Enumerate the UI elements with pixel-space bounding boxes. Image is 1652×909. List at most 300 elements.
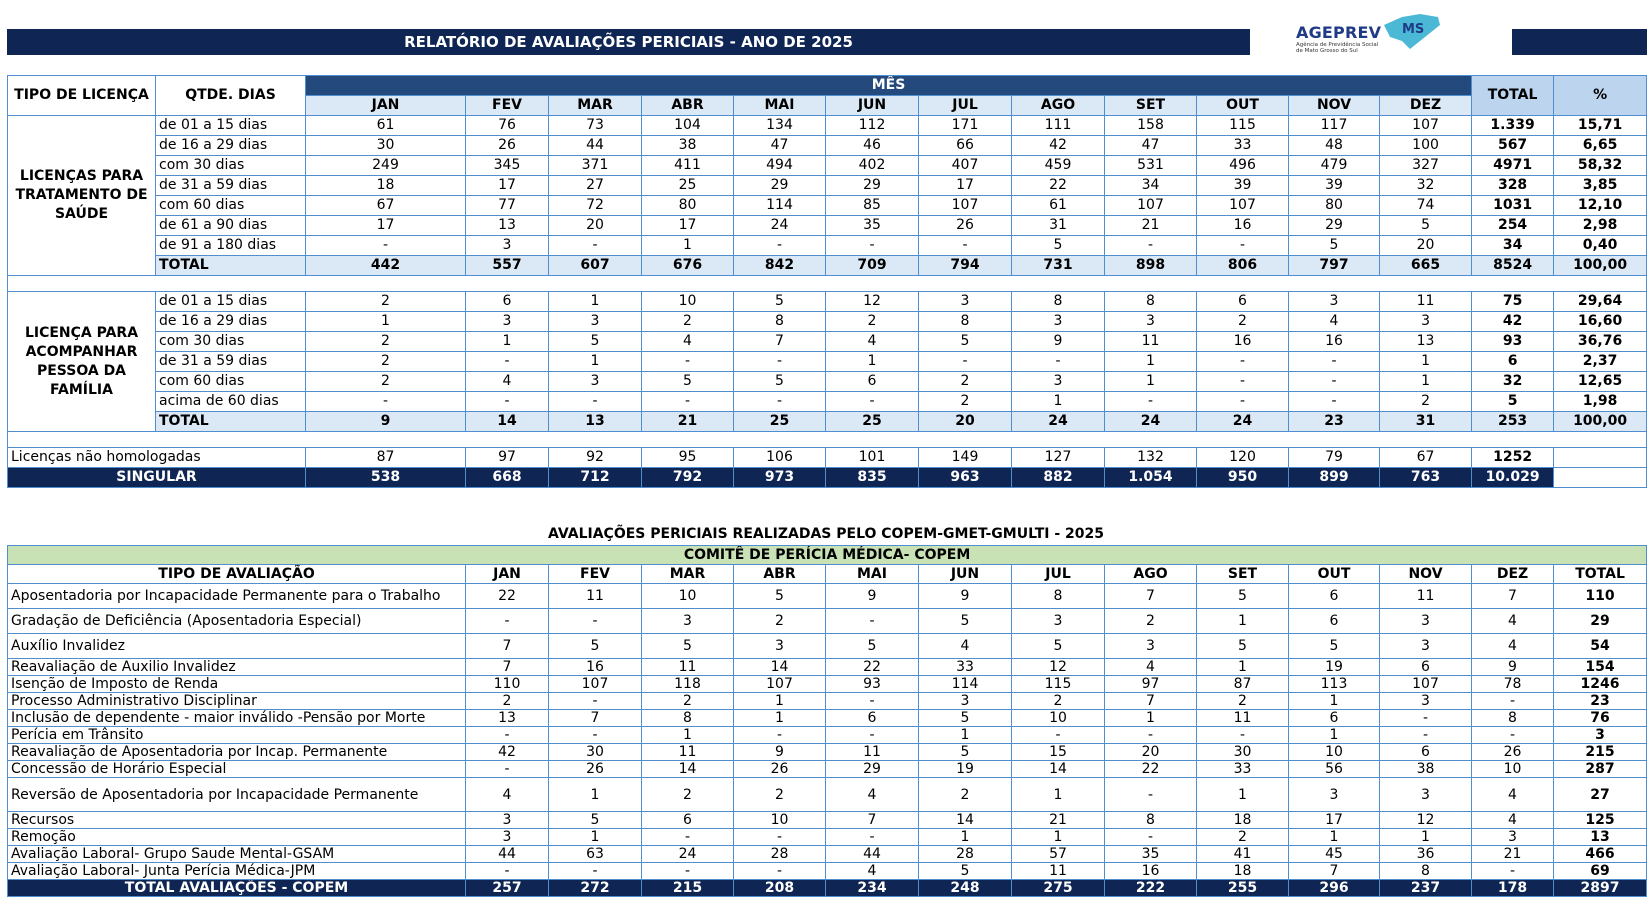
table-row: [8, 761, 1647, 778]
value-cell: -: [549, 392, 642, 412]
value-cell: 5: [1197, 634, 1289, 659]
singular-value: 712: [549, 468, 642, 488]
value-cell: 1: [919, 727, 1012, 744]
table-row: [8, 312, 1647, 332]
value-cell: -: [1289, 372, 1380, 392]
value-cell: 2: [919, 372, 1012, 392]
month-header-jan: JAN: [306, 96, 466, 116]
value-cell: 104: [642, 116, 734, 136]
row-percent: 12,65: [1554, 372, 1647, 392]
total-value: 665: [1380, 256, 1472, 276]
value-cell: 3: [1012, 372, 1105, 392]
total-value: 898: [1105, 256, 1197, 276]
avaliacao-label: Auxílio Invalidez: [8, 634, 466, 659]
value-cell: 249: [306, 156, 466, 176]
value-cell: 67: [1380, 448, 1472, 468]
total-value: 24: [1012, 412, 1105, 432]
value-cell: 8: [734, 312, 826, 332]
header-tipo-avaliacao: TIPO DE AVALIAÇÃO: [8, 565, 466, 584]
row-total: 287: [1554, 761, 1647, 778]
value-cell: 13: [466, 710, 549, 727]
value-cell: 7: [549, 710, 642, 727]
total-value: 222: [1105, 880, 1197, 897]
value-cell: -: [734, 829, 826, 846]
value-cell: 371: [549, 156, 642, 176]
value-cell: 29: [826, 176, 919, 196]
value-cell: 8: [1472, 710, 1554, 727]
table-row: [8, 216, 1647, 236]
value-cell: 26: [919, 216, 1012, 236]
value-cell: 7: [734, 332, 826, 352]
table-row: [8, 236, 1647, 256]
row-label: de 91 a 180 dias: [156, 236, 306, 256]
total-value: 237: [1380, 880, 1472, 897]
value-cell: 85: [826, 196, 919, 216]
value-cell: 5: [919, 744, 1012, 761]
value-cell: 107: [1380, 676, 1472, 693]
value-cell: 30: [1197, 744, 1289, 761]
spacer-cell: [8, 276, 1647, 292]
value-cell: 24: [734, 216, 826, 236]
value-cell: 4: [466, 778, 549, 812]
value-cell: 12: [1012, 659, 1105, 676]
value-cell: 11: [642, 659, 734, 676]
month-header-mar: MAR: [549, 96, 642, 116]
value-cell: 5: [1012, 634, 1105, 659]
empty-cell: [1554, 448, 1647, 468]
value-cell: 1: [1380, 372, 1472, 392]
value-cell: 36: [1380, 846, 1472, 863]
value-cell: -: [1472, 727, 1554, 744]
value-cell: 14: [1012, 761, 1105, 778]
value-cell: 13: [1380, 332, 1472, 352]
total-value: 13: [549, 412, 642, 432]
value-cell: 16: [1289, 332, 1380, 352]
table-row: [8, 727, 1647, 744]
value-cell: 4: [1472, 778, 1554, 812]
value-cell: 5: [1289, 236, 1380, 256]
value-cell: 114: [919, 676, 1012, 693]
value-cell: 1: [1012, 829, 1105, 846]
value-cell: 11: [1197, 710, 1289, 727]
total-value: 178: [1472, 880, 1554, 897]
value-cell: 2: [1197, 693, 1289, 710]
value-cell: 1: [1012, 392, 1105, 412]
table-row: [8, 332, 1647, 352]
value-cell: 30: [549, 744, 642, 761]
month-header-set: SET: [1197, 565, 1289, 584]
value-cell: 101: [826, 448, 919, 468]
total-value: 272: [549, 880, 642, 897]
value-cell: 56: [1289, 761, 1380, 778]
value-cell: 5: [549, 634, 642, 659]
value-cell: 17: [1289, 812, 1380, 829]
value-cell: 402: [826, 156, 919, 176]
section2-title: AVALIAÇÕES PERICIAIS REALIZADAS PELO COPEM-GMET-GMULTI - 2025: [547, 526, 1104, 542]
value-cell: 5: [1197, 584, 1289, 609]
value-cell: 19: [1289, 659, 1380, 676]
value-cell: 20: [1380, 236, 1472, 256]
value-cell: 3: [734, 634, 826, 659]
value-cell: 95: [642, 448, 734, 468]
copem-total-row: [8, 880, 1647, 897]
value-cell: 1: [549, 292, 642, 312]
row-total: 215: [1554, 744, 1647, 761]
value-cell: 73: [549, 116, 642, 136]
value-cell: 6: [826, 372, 919, 392]
value-cell: 1: [1289, 829, 1380, 846]
value-cell: -: [642, 352, 734, 372]
value-cell: 30: [306, 136, 466, 156]
singular-label: SINGULAR: [8, 468, 306, 488]
value-cell: 11: [1012, 863, 1105, 880]
total-value: 842: [734, 256, 826, 276]
table-row: [8, 693, 1647, 710]
total-value: 25: [826, 412, 919, 432]
value-cell: -: [734, 392, 826, 412]
value-cell: 496: [1197, 156, 1289, 176]
value-cell: -: [826, 236, 919, 256]
value-cell: 47: [734, 136, 826, 156]
row-percent: 3,85: [1554, 176, 1647, 196]
value-cell: -: [466, 609, 549, 634]
value-cell: -: [919, 352, 1012, 372]
value-cell: 10: [1012, 710, 1105, 727]
row-total: 76: [1554, 710, 1647, 727]
value-cell: 21: [1472, 846, 1554, 863]
month-header-jun: JUN: [826, 96, 919, 116]
value-cell: 1: [1289, 727, 1380, 744]
value-cell: 2: [1105, 609, 1197, 634]
row-total: 23: [1554, 693, 1647, 710]
value-cell: 3: [1105, 312, 1197, 332]
value-cell: 1: [1380, 829, 1472, 846]
avaliacao-label: Gradação de Deficiência (Aposentadoria Especial): [8, 609, 466, 634]
value-cell: -: [549, 863, 642, 880]
value-cell: 26: [466, 136, 549, 156]
value-cell: 3: [919, 292, 1012, 312]
value-cell: 8: [919, 312, 1012, 332]
total-value: 248: [919, 880, 1012, 897]
value-cell: 9: [1472, 659, 1554, 676]
month-header-jul: JUL: [1012, 565, 1105, 584]
row-total: 328: [1472, 176, 1554, 196]
value-cell: 34: [1105, 176, 1197, 196]
singular-total: 10.029: [1472, 468, 1554, 488]
value-cell: 39: [1289, 176, 1380, 196]
total-value: 215: [642, 880, 734, 897]
value-cell: 1: [642, 727, 734, 744]
value-cell: -: [1197, 392, 1289, 412]
row-label: de 16 a 29 dias: [156, 312, 306, 332]
month-header-out: OUT: [1197, 96, 1289, 116]
month-header-nov: NOV: [1380, 565, 1472, 584]
value-cell: 3: [1289, 778, 1380, 812]
value-cell: -: [1289, 352, 1380, 372]
avaliacao-label: Avaliação Laboral- Junta Perícia Médica-JPM: [8, 863, 466, 880]
row-total: 75: [1472, 292, 1554, 312]
group-total-row: [8, 256, 1647, 276]
row-percent: 2,37: [1554, 352, 1647, 372]
row-percent: 0,40: [1554, 236, 1647, 256]
value-cell: 115: [1012, 676, 1105, 693]
value-cell: 1: [734, 693, 826, 710]
value-cell: -: [1105, 236, 1197, 256]
value-cell: 3: [466, 829, 549, 846]
row-total: 154: [1554, 659, 1647, 676]
value-cell: 5: [1380, 216, 1472, 236]
total-value: 557: [466, 256, 549, 276]
month-header-dez: DEZ: [1472, 565, 1554, 584]
value-cell: 42: [1012, 136, 1105, 156]
copem-columns-row: [8, 565, 1647, 584]
empty-cell: [1554, 468, 1647, 488]
value-cell: 9: [826, 584, 919, 609]
value-cell: 2: [734, 778, 826, 812]
value-cell: 26: [549, 761, 642, 778]
value-cell: 14: [734, 659, 826, 676]
value-cell: 407: [919, 156, 1012, 176]
avaliacao-label: Reavaliação de Aposentadoria por Incap. Permanente: [8, 744, 466, 761]
value-cell: 6: [1380, 744, 1472, 761]
row-total: 42: [1472, 312, 1554, 332]
row-label: de 01 a 15 dias: [156, 116, 306, 136]
total-value: 14: [466, 412, 549, 432]
value-cell: 10: [642, 292, 734, 312]
header-total: TOTAL: [1472, 76, 1554, 116]
row-total: 3: [1554, 727, 1647, 744]
value-cell: 25: [642, 176, 734, 196]
value-cell: 48: [1289, 136, 1380, 156]
month-header-ago: AGO: [1105, 565, 1197, 584]
table-row: [8, 863, 1647, 880]
spacer-row: [8, 276, 1647, 292]
value-cell: 33: [1197, 761, 1289, 778]
row-label: com 60 dias: [156, 196, 306, 216]
row-total: 13: [1554, 829, 1647, 846]
table-row: [8, 634, 1647, 659]
value-cell: 57: [1012, 846, 1105, 863]
month-header-abr: ABR: [642, 96, 734, 116]
row-total: 466: [1554, 846, 1647, 863]
value-cell: -: [1472, 693, 1554, 710]
row-total: 1.339: [1472, 116, 1554, 136]
value-cell: 79: [1289, 448, 1380, 468]
value-cell: 17: [642, 216, 734, 236]
value-cell: 2: [642, 778, 734, 812]
value-cell: 2: [826, 312, 919, 332]
value-cell: 4: [642, 332, 734, 352]
value-cell: 12: [1380, 812, 1472, 829]
value-cell: 3: [549, 372, 642, 392]
table-row: [8, 292, 1647, 312]
value-cell: 6: [466, 292, 549, 312]
value-cell: 3: [1380, 312, 1472, 332]
value-cell: 411: [642, 156, 734, 176]
value-cell: 8: [1012, 292, 1105, 312]
value-cell: 4: [1472, 812, 1554, 829]
value-cell: 3: [466, 312, 549, 332]
value-cell: -: [826, 727, 919, 744]
table-row: [8, 392, 1647, 412]
row-percent: 12,10: [1554, 196, 1647, 216]
avaliacao-label: Remoção: [8, 829, 466, 846]
value-cell: 9: [1012, 332, 1105, 352]
value-cell: 87: [306, 448, 466, 468]
grand-total: 253: [1472, 412, 1554, 432]
value-cell: 100: [1380, 136, 1472, 156]
value-cell: -: [1012, 727, 1105, 744]
value-cell: 35: [1105, 846, 1197, 863]
value-cell: 17: [306, 216, 466, 236]
value-cell: 1: [1105, 352, 1197, 372]
row-total: 5: [1472, 392, 1554, 412]
value-cell: 66: [919, 136, 1012, 156]
value-cell: 5: [919, 332, 1012, 352]
value-cell: 97: [1105, 676, 1197, 693]
value-cell: -: [1197, 352, 1289, 372]
value-cell: 1: [919, 829, 1012, 846]
value-cell: -: [1472, 863, 1554, 880]
value-cell: -: [549, 609, 642, 634]
row-total: 1031: [1472, 196, 1554, 216]
value-cell: -: [1105, 727, 1197, 744]
row-total: 125: [1554, 812, 1647, 829]
value-cell: 19: [919, 761, 1012, 778]
row-percent: 15,71: [1554, 116, 1647, 136]
value-cell: 18: [1197, 863, 1289, 880]
value-cell: 29: [826, 761, 919, 778]
total-value: 21: [642, 412, 734, 432]
total-value: 731: [1012, 256, 1105, 276]
value-cell: -: [826, 392, 919, 412]
singular-value: 882: [1012, 468, 1105, 488]
value-cell: -: [549, 236, 642, 256]
value-cell: 21: [1105, 216, 1197, 236]
value-cell: 67: [306, 196, 466, 216]
value-cell: 7: [466, 659, 549, 676]
value-cell: -: [734, 352, 826, 372]
row-total: 27: [1554, 778, 1647, 812]
value-cell: 5: [734, 372, 826, 392]
total-value: 607: [549, 256, 642, 276]
total-value: 296: [1289, 880, 1380, 897]
value-cell: 7: [1105, 693, 1197, 710]
table-row: [8, 196, 1647, 216]
row-label: de 31 a 59 dias: [156, 352, 306, 372]
month-header-jun: JUN: [919, 565, 1012, 584]
value-cell: -: [1380, 727, 1472, 744]
value-cell: 22: [1105, 761, 1197, 778]
row-total: 93: [1472, 332, 1554, 352]
table-row: [8, 829, 1647, 846]
value-cell: 118: [642, 676, 734, 693]
value-cell: -: [466, 761, 549, 778]
value-cell: 15: [1012, 744, 1105, 761]
total-value: 442: [306, 256, 466, 276]
row-percent: 36,76: [1554, 332, 1647, 352]
value-cell: 1: [1197, 609, 1289, 634]
value-cell: 74: [1380, 196, 1472, 216]
avaliacao-label: Aposentadoria por Incapacidade Permanente para o Trabalho: [8, 584, 466, 609]
avaliacao-label: Concessão de Horário Especial: [8, 761, 466, 778]
total-value: 255: [1197, 880, 1289, 897]
row-total: 34: [1472, 236, 1554, 256]
value-cell: 3: [1380, 778, 1472, 812]
value-cell: 22: [1012, 176, 1105, 196]
row-percent: 2,98: [1554, 216, 1647, 236]
singular-value: 1.054: [1105, 468, 1197, 488]
value-cell: 12: [826, 292, 919, 312]
value-cell: -: [826, 693, 919, 710]
value-cell: 3: [1380, 693, 1472, 710]
singular-row: [8, 468, 1647, 488]
value-cell: 3: [1380, 609, 1472, 634]
total-value: 24: [1197, 412, 1289, 432]
table-row: [8, 352, 1647, 372]
value-cell: 2: [466, 693, 549, 710]
value-cell: 33: [1197, 136, 1289, 156]
header-percent: %: [1554, 76, 1647, 116]
value-cell: 2: [1197, 312, 1289, 332]
value-cell: 134: [734, 116, 826, 136]
table-row: [8, 176, 1647, 196]
value-cell: 4: [466, 372, 549, 392]
value-cell: -: [826, 829, 919, 846]
value-cell: 2: [642, 693, 734, 710]
avaliacao-label: Processo Administrativo Disciplinar: [8, 693, 466, 710]
value-cell: 158: [1105, 116, 1197, 136]
value-cell: 22: [826, 659, 919, 676]
avaliacao-label: Avaliação Laboral- Grupo Saude Mental-GSAM: [8, 846, 466, 863]
value-cell: 111: [1012, 116, 1105, 136]
value-cell: 44: [466, 846, 549, 863]
spacer-row: [8, 432, 1647, 448]
value-cell: -: [466, 352, 549, 372]
total-value: 25: [734, 412, 826, 432]
value-cell: 1: [306, 312, 466, 332]
total-value: 20: [919, 412, 1012, 432]
total-value: 797: [1289, 256, 1380, 276]
value-cell: -: [1105, 778, 1197, 812]
spacer-cell: [8, 432, 1647, 448]
value-cell: 4: [826, 863, 919, 880]
value-cell: -: [1197, 372, 1289, 392]
value-cell: 114: [734, 196, 826, 216]
value-cell: 5: [549, 332, 642, 352]
value-cell: 11: [1380, 292, 1472, 312]
total-value: 709: [826, 256, 919, 276]
row-percent: 1,98: [1554, 392, 1647, 412]
value-cell: 4: [826, 332, 919, 352]
value-cell: 6: [1197, 292, 1289, 312]
value-cell: 10: [642, 584, 734, 609]
value-cell: 3: [1105, 634, 1197, 659]
value-cell: 32: [1380, 176, 1472, 196]
value-cell: 110: [466, 676, 549, 693]
nao-homologadas-row: [8, 448, 1647, 468]
avaliacao-label: Perícia em Trânsito: [8, 727, 466, 744]
value-cell: 9: [919, 584, 1012, 609]
value-cell: 77: [466, 196, 549, 216]
value-cell: 3: [466, 812, 549, 829]
value-cell: 22: [466, 584, 549, 609]
value-cell: 6: [1289, 584, 1380, 609]
value-cell: -: [466, 392, 549, 412]
table-row: [8, 846, 1647, 863]
value-cell: 9: [734, 744, 826, 761]
value-cell: 2: [1197, 829, 1289, 846]
